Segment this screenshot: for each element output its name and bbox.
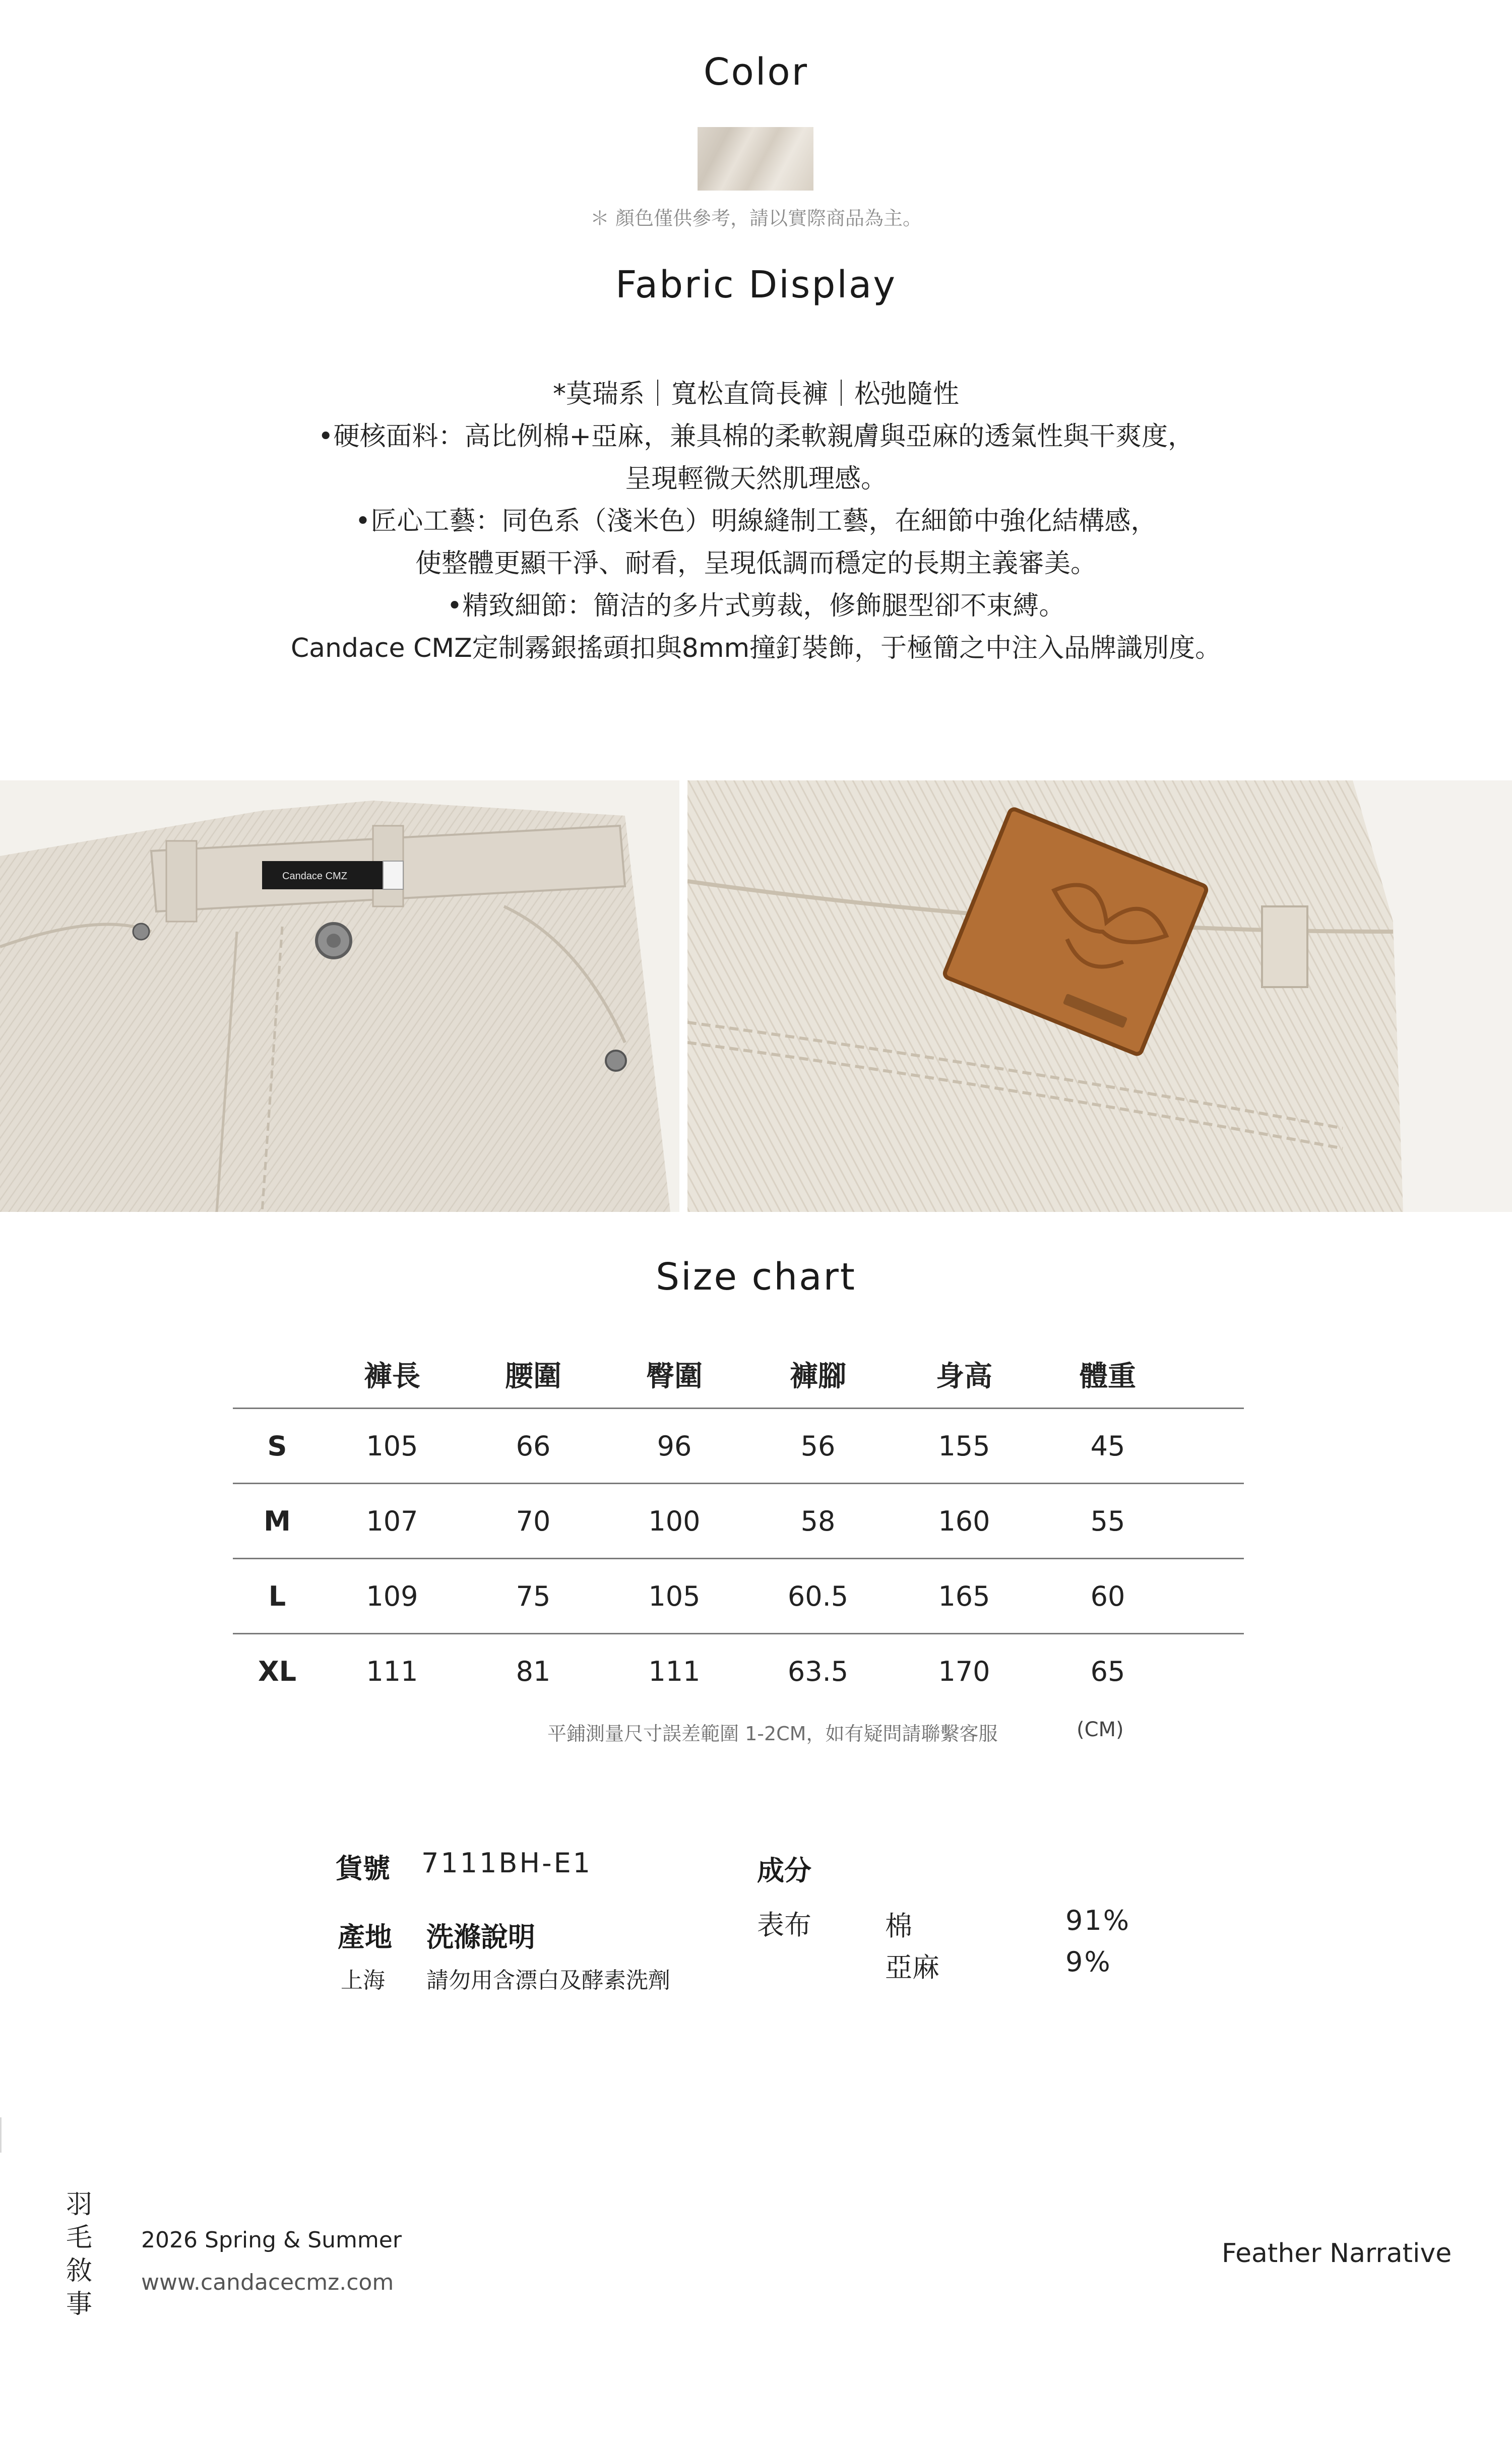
fabric-description bbox=[0, 373, 1512, 669]
size-label: M bbox=[264, 1505, 291, 1537]
table-cell: 109 bbox=[366, 1580, 418, 1612]
table-row bbox=[233, 1558, 1244, 1633]
header-cell: 褲腳 bbox=[790, 1360, 846, 1393]
table-cell: 60 bbox=[1090, 1580, 1125, 1612]
care-value: 請勿用含漂白及酵素洗劑 bbox=[426, 1968, 670, 1993]
table-cell: 58 bbox=[800, 1505, 836, 1537]
table-cell: 111 bbox=[648, 1655, 701, 1687]
table-cell: 160 bbox=[938, 1505, 990, 1537]
header-cell: 身高 bbox=[936, 1360, 992, 1393]
material-percent: 9% bbox=[1065, 1946, 1112, 1978]
color-note: ＊ 顏色僅供參考，請以實際商品為主。 bbox=[590, 207, 922, 229]
size-label: S bbox=[267, 1430, 287, 1462]
composition-label: 成分 bbox=[757, 1855, 811, 1886]
table-cell: 45 bbox=[1090, 1430, 1125, 1462]
size-table bbox=[233, 1341, 1244, 1708]
desc-line: •精致細節：簡洁的多片式剪裁，修飾腿型卻不束縛。 bbox=[447, 591, 1065, 621]
website-link[interactable]: www.candacecmz.com bbox=[141, 2270, 394, 2295]
size-label: XL bbox=[258, 1655, 297, 1687]
table-row bbox=[233, 1633, 1244, 1708]
size-label: L bbox=[268, 1580, 286, 1612]
fabric-title: Fabric Display bbox=[615, 263, 897, 307]
origin-value: 上海 bbox=[341, 1968, 385, 1993]
composition-part: 表布 bbox=[757, 1909, 811, 1941]
size-chart-title: Size chart bbox=[656, 1255, 856, 1299]
item-number-label: 貨號 bbox=[336, 1853, 390, 1884]
season-text: 2026 Spring & Summer bbox=[141, 2227, 402, 2253]
origin-label: 產地 bbox=[338, 1921, 392, 1953]
care-label: 洗滌說明 bbox=[426, 1921, 535, 1953]
table-cell: 96 bbox=[657, 1430, 692, 1462]
table-cell: 70 bbox=[516, 1505, 551, 1537]
table-row bbox=[233, 1408, 1244, 1483]
table-cell: 56 bbox=[800, 1430, 836, 1462]
table-cell: 170 bbox=[938, 1655, 990, 1687]
header-cell bbox=[233, 1341, 322, 1408]
table-cell: 107 bbox=[366, 1505, 418, 1537]
side-divider bbox=[0, 2117, 2, 2153]
brand-tagline: Feather Narrative bbox=[1222, 2238, 1452, 2269]
desc-line: Candace CMZ定制霧銀搖頭扣與8mm撞釘裝飾，于極簡之中注入品牌識別度。 bbox=[290, 633, 1222, 663]
header-cell: 褲長 bbox=[364, 1360, 420, 1393]
color-swatch[interactable] bbox=[698, 127, 813, 191]
table-cell: 155 bbox=[938, 1430, 990, 1462]
table-cell: 165 bbox=[938, 1580, 990, 1612]
header-cell: 臀圍 bbox=[646, 1360, 703, 1393]
item-number: 7111BH-E1 bbox=[421, 1847, 593, 1879]
table-cell: 105 bbox=[366, 1430, 418, 1462]
desc-line: *莫瑞系｜寬松直筒長褲｜松弛隨性 bbox=[552, 379, 959, 409]
table-cell: 81 bbox=[516, 1655, 551, 1687]
color-title: Color bbox=[703, 50, 809, 94]
table-cell: 75 bbox=[516, 1580, 551, 1612]
table-cell: 60.5 bbox=[787, 1580, 849, 1612]
table-cell: 55 bbox=[1090, 1505, 1125, 1537]
desc-line: •匠心工藝：同色系（淺米色）明線縫制工藝，在細節中強化結構感， bbox=[355, 506, 1157, 536]
header-cell: 腰圍 bbox=[505, 1360, 561, 1393]
header-cell: 體重 bbox=[1080, 1360, 1136, 1393]
desc-line: 呈現輕微天然肌理感。 bbox=[624, 464, 887, 494]
table-cell: 66 bbox=[516, 1430, 551, 1462]
table-cell: 111 bbox=[366, 1655, 418, 1687]
size-table-header bbox=[233, 1341, 1244, 1408]
front-brand-label: Candace CMZ bbox=[282, 871, 347, 882]
brand-vertical-text: 羽毛敘事 bbox=[66, 2189, 92, 2320]
desc-line: 使整體更顯干淨、耐看，呈現低調而穩定的長期主義審美。 bbox=[415, 548, 1097, 579]
front-detail-photo bbox=[0, 780, 679, 1212]
table-row bbox=[233, 1483, 1244, 1558]
table-cell: 100 bbox=[648, 1505, 701, 1537]
desc-line: •硬核面料：高比例棉+亞麻，兼具棉的柔軟親膚與亞麻的透氣性與干爽度， bbox=[318, 421, 1194, 452]
unit-label: (CM) bbox=[1077, 1718, 1124, 1741]
material-name: 棉 bbox=[885, 1910, 912, 1942]
material-percent: 91% bbox=[1065, 1905, 1131, 1936]
table-cell: 63.5 bbox=[787, 1655, 849, 1687]
back-patch-photo bbox=[687, 780, 1512, 1212]
material-name: 亞麻 bbox=[885, 1951, 939, 1983]
table-cell: 65 bbox=[1090, 1655, 1125, 1687]
table-cell: 105 bbox=[648, 1580, 701, 1612]
measurement-note: 平鋪測量尺寸誤差範圍 1-2CM，如有疑問請聯繫客服 bbox=[547, 1723, 998, 1745]
